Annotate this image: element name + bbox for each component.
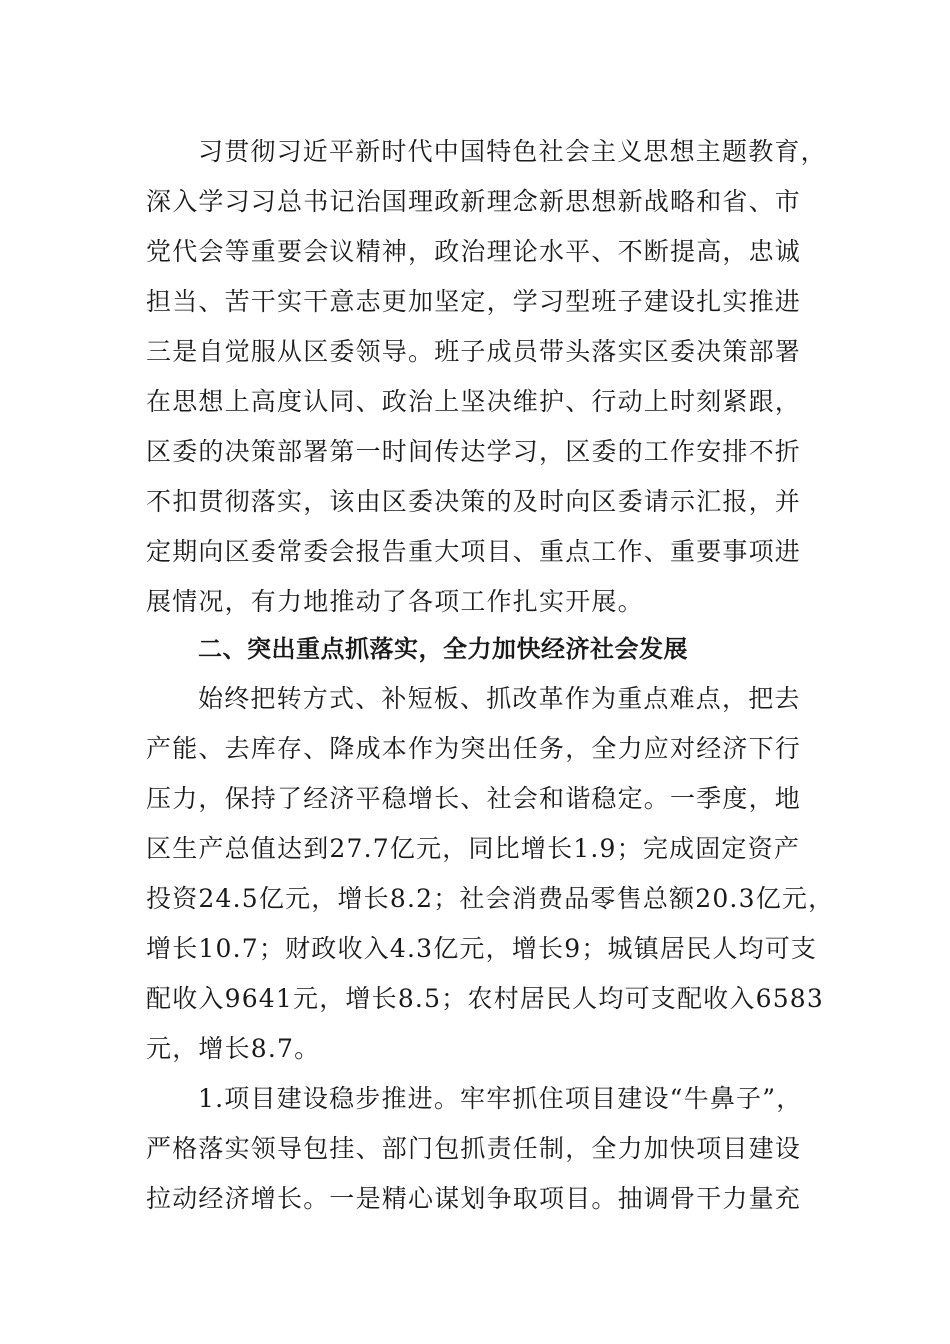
text-line: 产能、去库存、降成本作为突出任务，全力应对经济下行 [146,734,802,763]
text-line: 三是自觉服从区委领导。班子成员带头落实区委决策部署 [146,337,802,366]
text-line: 严格落实领导包挂、部门包抓责任制，全力加快项目建设 [146,1134,802,1163]
text-line: 在思想上高度认同、政治上坚决维护、行动上时刻紧跟， [146,387,802,416]
text-line: 习贯彻习近平新时代中国特色社会主义思想主题教育， [198,137,827,166]
text-line: 展情况，有力地推动了各项工作扎实开展。 [146,587,644,616]
text-line: 定期向区委常委会报告重大项目、重点工作、重要事项进 [146,537,802,566]
text-line: 担当、苦干实干意志更加坚定，学习型班子建设扎实推进 [146,287,802,316]
text-line: 增长10.7；财政收入4.3亿元，增长9；城镇居民人均可支 [146,934,818,963]
text-line: 区生产总值达到27.7亿元，同比增长1.9；完成固定资产 [146,834,801,863]
text-line: 不扣贯彻落实，该由区委决策的及时向区委请示汇报，并 [146,487,802,516]
text-line: 始终把转方式、补短板、抓改革作为重点难点，把去 [198,684,801,713]
text-line: 投资24.5亿元，增长8.2；社会消费品零售总额20.3亿元， [146,884,835,913]
text-line: 区委的决策部署第一时间传达学习，区委的工作安排不折 [146,437,802,466]
text-line: 党代会等重要会议精神，政治理论水平、不断提高，忠诚 [146,237,802,266]
section-heading: 二、突出重点抓落实，全力加快经济社会发展 [198,635,688,663]
text-line: 拉动经济增长。一是精心谋划争取项目。抽调骨干力量充 [146,1184,802,1213]
text-line: 1.项目建设稳步推进。牢牢抓住项目建设“牛鼻子”， [198,1084,803,1113]
text-line: 配收入9641元，增长8.5；农村居民人均可支配收入6583 [146,984,825,1013]
text-line: 压力，保持了经济平稳增长、社会和谐稳定。一季度，地 [146,784,802,813]
text-line: 元，增长8.7。 [146,1034,321,1063]
text-line: 深入学习习总书记治国理政新理念新思想新战略和省、市 [146,187,802,216]
